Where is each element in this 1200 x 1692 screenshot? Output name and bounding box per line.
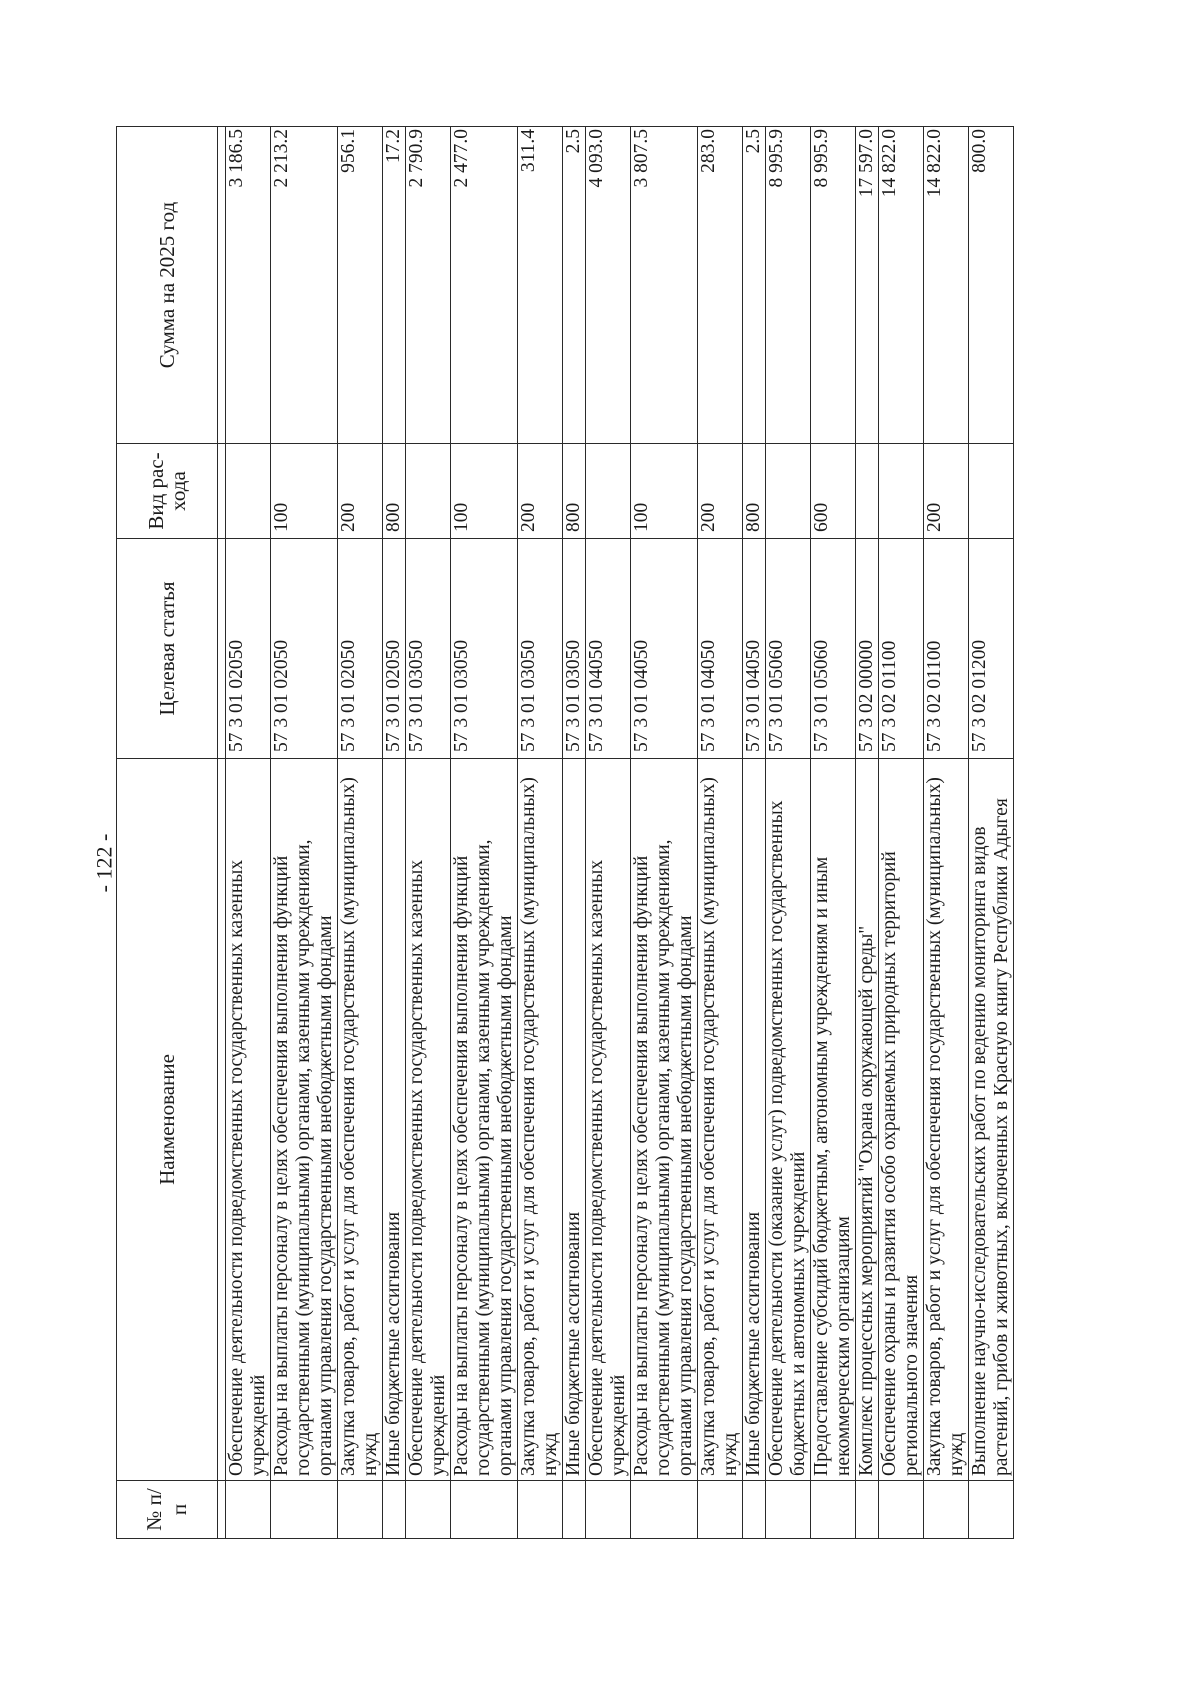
cell-expense-type: 800 [383,444,406,539]
cell-expense-type: 800 [743,444,766,539]
cell-sum: 14 822.0 [879,127,924,444]
cell-name: Обеспечение деятельности подведомственных государственных казенных учреждений [226,759,271,1481]
cell-name: Расходы на выплаты персоналу в целях обеспечения выполнения функций государственными (муниципальными) органами, казенными учреждениями, органами управления государственными внебюджетными фондами [451,759,518,1481]
cell-target-article: 57 3 02 01200 [969,539,1014,759]
cell-target-article: 57 3 01 04050 [631,539,698,759]
cell-num [518,1481,563,1539]
table-row [856,127,879,1539]
cell-target-article: 57 3 01 03050 [518,539,563,759]
cell-name: Иные бюджетные ассигнования [743,759,766,1481]
budget-table-container [116,127,1042,1539]
cell-name: Обеспечение охраны и развития особо охраняемых природных территорий регионального значения [879,759,924,1481]
cell-name: Закупка товаров, работ и услуг для обеспечения государственных (муниципальных) нужд [338,759,383,1481]
cell-sum: 2.5 [563,127,586,444]
cell-sum: 2 477.0 [451,127,518,444]
header-expense-type: Вид рас-хода [117,444,218,539]
cell-name: Закупка товаров, работ и услуг для обеспечения государственных (муниципальных) нужд [698,759,743,1481]
cell-sum: 17 597.0 [856,127,879,444]
cell-target-article: 57 3 01 05060 [811,539,856,759]
cell-num [271,1481,338,1539]
table-row [563,127,586,1539]
cell-num [743,1481,766,1539]
cell-expense-type [586,444,631,539]
cell-sum: 2.5 [743,127,766,444]
table-row [924,127,969,1539]
cell-expense-type: 200 [518,444,563,539]
cell-num [406,1481,451,1539]
cell-num [856,1481,879,1539]
cell-target-article: 57 3 01 05060 [766,539,811,759]
cell-sum: 3 186.5 [226,127,271,444]
cell-target-article: 57 3 02 01100 [924,539,969,759]
cell-target-article: 57 3 01 03050 [451,539,518,759]
cell-num [879,1481,924,1539]
cell-num [811,1481,856,1539]
cell-num [338,1481,383,1539]
cell-expense-type: 100 [271,444,338,539]
cell-target-article: 57 3 02 01100 [879,539,924,759]
header-gap-row [218,127,226,1539]
cell-expense-type [406,444,451,539]
cell-expense-type: 100 [631,444,698,539]
cell-name: Иные бюджетные ассигнования [563,759,586,1481]
header-num: № п/п [117,1481,218,1539]
table-row [698,127,743,1539]
cell-name: Закупка товаров, работ и услуг для обеспечения государственных (муниципальных) нужд [924,759,969,1481]
cell-target-article: 57 3 01 03050 [563,539,586,759]
cell-target-article: 57 3 01 02050 [226,539,271,759]
cell-expense-type [969,444,1014,539]
cell-sum: 283.0 [698,127,743,444]
table-row [518,127,563,1539]
cell-expense-type: 800 [563,444,586,539]
header-name: Наименование [117,759,218,1481]
table-row [766,127,811,1539]
cell-num [451,1481,518,1539]
cell-num [766,1481,811,1539]
cell-expense-type: 600 [811,444,856,539]
cell-name: Предоставление субсидий бюджетным, автономным учреждениям и иным некоммерческим организациям [811,759,856,1481]
table-row [383,127,406,1539]
page-number: - 122 - [91,833,117,893]
cell-name: Обеспечение деятельности подведомственных государственных казенных учреждений [406,759,451,1481]
cell-target-article: 57 3 01 02050 [338,539,383,759]
cell-target-article: 57 3 01 02050 [271,539,338,759]
cell-num [586,1481,631,1539]
table-body [218,127,1014,1539]
cell-expense-type [226,444,271,539]
cell-num [969,1481,1014,1539]
header-sum-2025: Сумма на 2025 год [117,127,218,444]
cell-num [698,1481,743,1539]
cell-num [631,1481,698,1539]
table-row [743,127,766,1539]
table-row [406,127,451,1539]
table-row [631,127,698,1539]
cell-sum: 956.1 [338,127,383,444]
cell-expense-type [879,444,924,539]
cell-target-article: 57 3 01 04050 [743,539,766,759]
cell-num [226,1481,271,1539]
cell-target-article: 57 3 01 04050 [698,539,743,759]
cell-expense-type [856,444,879,539]
cell-name: Закупка товаров, работ и услуг для обеспечения государственных (муниципальных) нужд [518,759,563,1481]
cell-name: Иные бюджетные ассигнования [383,759,406,1481]
cell-name: Обеспечение деятельности (оказание услуг) подведомственных государственных бюджетных и автономных учреждений [766,759,811,1481]
cell-sum: 8 995.9 [766,127,811,444]
table-row [879,127,924,1539]
cell-sum: 800.0 [969,127,1014,444]
cell-expense-type [766,444,811,539]
cell-target-article: 57 3 02 00000 [856,539,879,759]
cell-target-article: 57 3 01 02050 [383,539,406,759]
table-row [811,127,856,1539]
budget-table [116,126,1014,1539]
cell-expense-type: 100 [451,444,518,539]
cell-sum: 17.2 [383,127,406,444]
cell-sum: 311.4 [518,127,563,444]
cell-name: Расходы на выплаты персоналу в целях обеспечения выполнения функций государственными (муниципальными) органами, казенными учреждениями, органами управления государственными внебюджетными фондами [271,759,338,1481]
cell-name: Расходы на выплаты персоналу в целях обеспечения выполнения функций государственными (муниципальными) органами, казенными учреждениями, органами управления государственными внебюджетными фондами [631,759,698,1481]
cell-sum: 4 093.0 [586,127,631,444]
cell-sum: 14 822.0 [924,127,969,444]
cell-target-article: 57 3 01 03050 [406,539,451,759]
cell-expense-type: 200 [338,444,383,539]
cell-expense-type: 200 [924,444,969,539]
table-header-row [117,127,218,1539]
cell-num [563,1481,586,1539]
cell-expense-type: 200 [698,444,743,539]
table-row [969,127,1014,1539]
cell-name: Обеспечение деятельности подведомственных государственных казенных учреждений [586,759,631,1481]
cell-sum: 3 807.5 [631,127,698,444]
table-row [226,127,271,1539]
table-row [586,127,631,1539]
table-row [451,127,518,1539]
cell-sum: 2 213.2 [271,127,338,444]
cell-num [924,1481,969,1539]
cell-num [383,1481,406,1539]
cell-name: Выполнение научно-исследовательских работ по ведению мониторинга видов растений, грибов и животных, включенных в Красную книгу Республики Адыгея [969,759,1014,1481]
cell-sum: 8 995.9 [811,127,856,444]
header-target-article: Целевая статья [117,539,218,759]
table-row [271,127,338,1539]
cell-sum: 2 790.9 [406,127,451,444]
table-row [338,127,383,1539]
cell-name: Комплекс процессных мероприятий "Охрана окружающей среды" [856,759,879,1481]
cell-target-article: 57 3 01 04050 [586,539,631,759]
